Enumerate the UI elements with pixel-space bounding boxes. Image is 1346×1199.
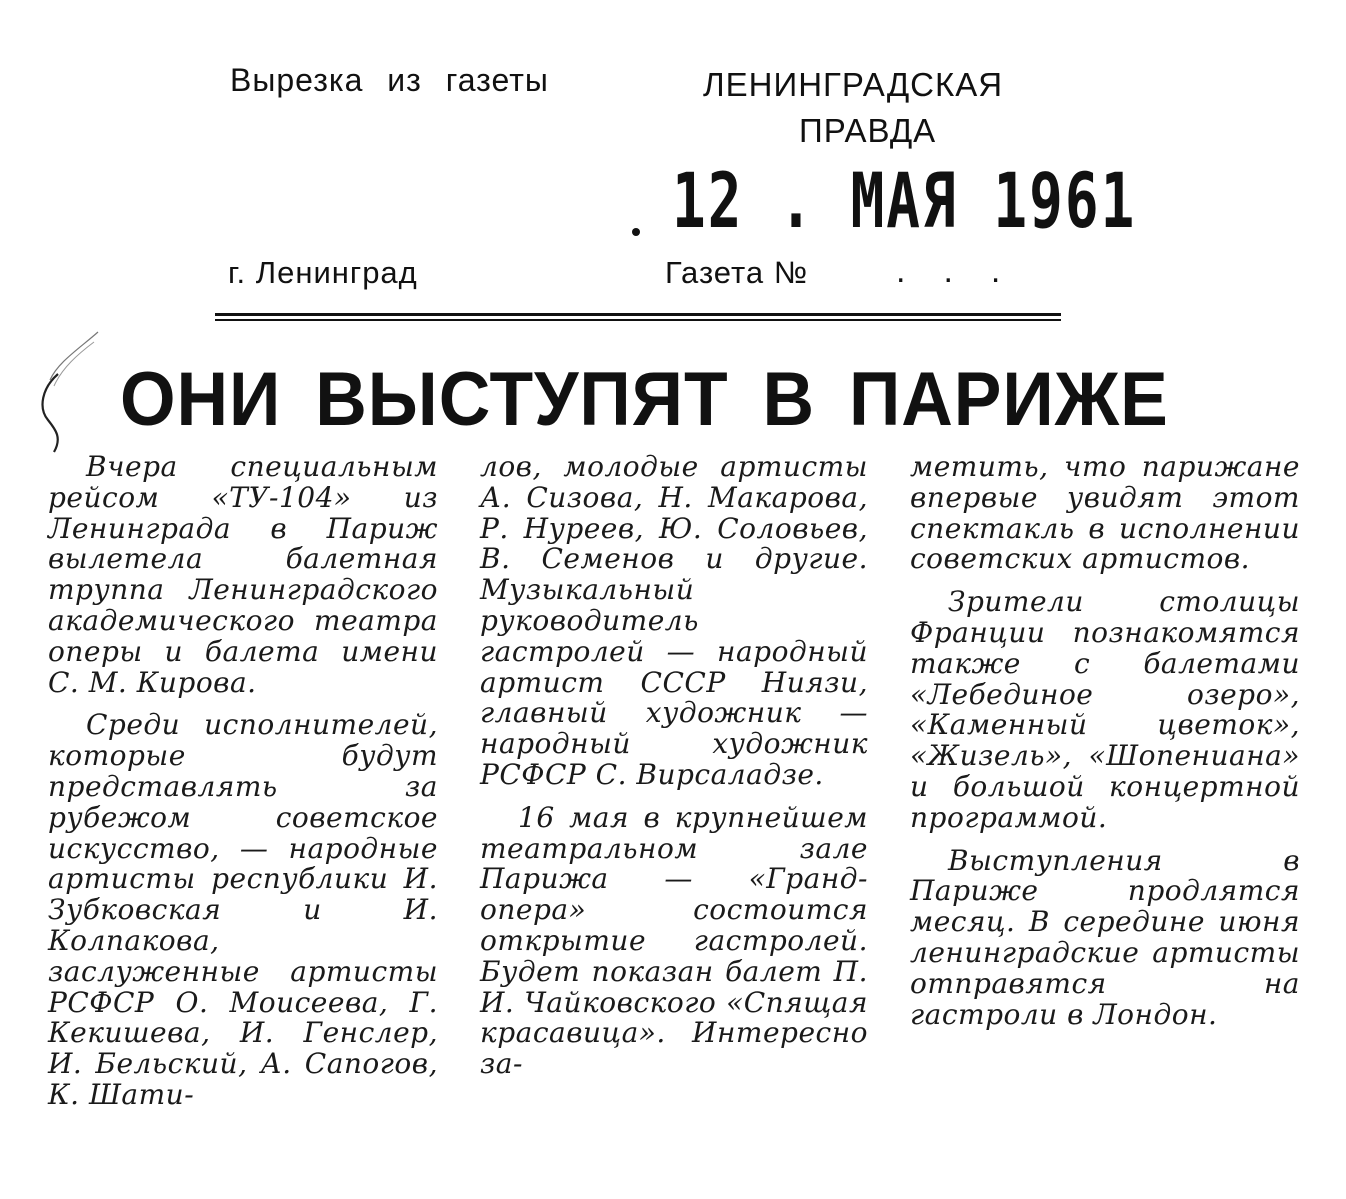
article-headline: ОНИ ВЫСТУПЯТ В ПАРИЖЕ xyxy=(120,357,1169,442)
paragraph: 16 мая в крупнейшем театральном зале Парижа — «Гранд-опера» состоится открытие гастролей. Будет показан балет П. И. Чайковского «Спящая красавица». Интересно за- xyxy=(480,800,868,1081)
paragraph: Среди исполнителей, которые будут представлять за рубежом советское искусство, — народные артисты республики И. Зубковская и И. Колпакова, заслуженные артисты РСФСР О. Моисеева, Г. Кекишева, И. Генслер, И. Бельский, А. Сапогов, К. Шати- xyxy=(48,708,438,1111)
header-rule xyxy=(215,313,1061,321)
paragraph: Зрители столицы Франции познакомятся также с балетами «Лебединое озеро», «Каменный цветок», «Жизель», «Шопениана» и большой концертной программой. xyxy=(910,585,1300,834)
paragraph: метить, что парижане впервые увидят этот спектакль в исполнении советских артистов. xyxy=(910,450,1300,576)
issue-number: ... xyxy=(896,252,1039,290)
issue-label: Газета № xyxy=(665,255,808,290)
article-column-1 xyxy=(48,452,438,1111)
article-column-3 xyxy=(910,452,1300,1030)
pencil-mark-icon xyxy=(28,328,118,458)
article-column-2 xyxy=(480,452,868,1080)
clipping-label: Вырезка из газеты xyxy=(230,62,549,98)
newspaper-name-line2: ПРАВДА xyxy=(799,112,937,149)
paragraph: Вчера специальным рейсом «ТУ-104» из Ленинграда в Париж вылетела балетная труппа Ленинградского академического театра оперы и балета имени С. М. Кирова. xyxy=(48,450,438,699)
paragraph: лов, молодые артисты А. Сизова, Н. Макарова, Р. Нуреев, Ю. Соловьев, В. Семенов и другие. Музыкальный руководитель гастролей — народный артист СССР Ниязи, главный художник — народный художник РСФСР С. Вирсаладзе. xyxy=(480,450,868,791)
stamp-dot xyxy=(632,228,640,236)
city-label: г. Ленинград xyxy=(228,255,418,290)
newspaper-name-line1: ЛЕНИНГРАДСКАЯ xyxy=(703,66,1004,103)
date-stamp: 12 . МАЯ 1961 xyxy=(672,158,1137,246)
paragraph: Выступления в Париже продлятся месяц. В середине июня ленинградские артисты отправятся на гастроли в Лондон. xyxy=(910,843,1300,1031)
newspaper-name xyxy=(703,62,1063,154)
